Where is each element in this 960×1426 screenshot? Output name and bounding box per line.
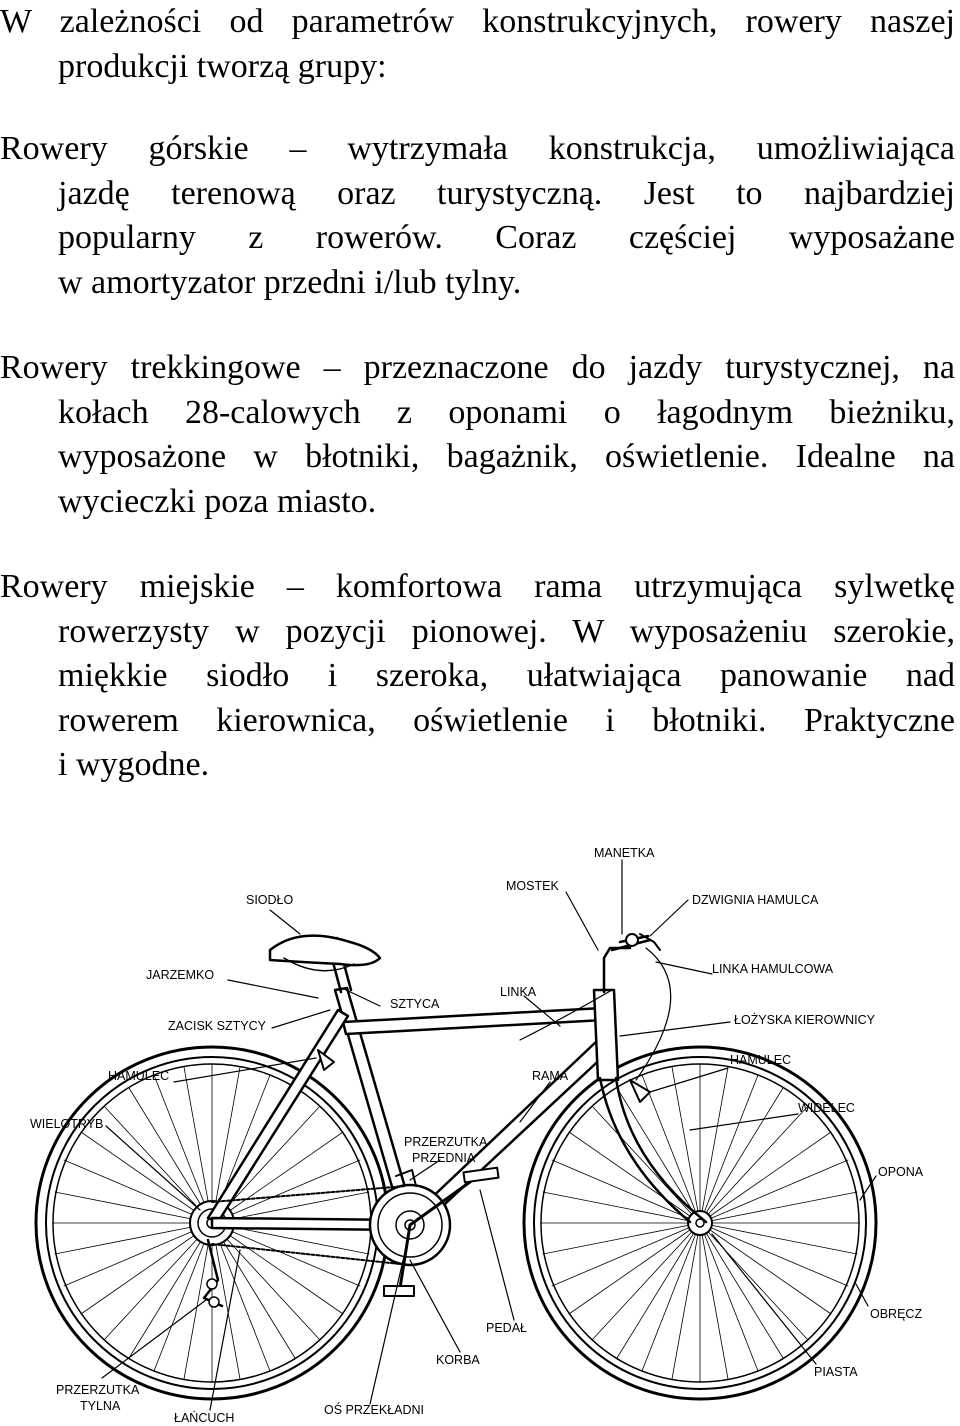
label-przerzutka-tylna-2: TYLNA bbox=[80, 1399, 121, 1413]
label-wielotryb: WIELOTRYB bbox=[30, 1117, 104, 1131]
front-brake bbox=[630, 1080, 650, 1102]
label-pedal: PEDAŁ bbox=[486, 1321, 527, 1335]
label-manetka: MANETKA bbox=[594, 846, 655, 860]
front-wheel bbox=[524, 1047, 876, 1399]
text-line: Rowery górskie – wytrzymała konstrukcja, umożliwiająca bbox=[0, 130, 955, 167]
label-piasta: PIASTA bbox=[814, 1365, 858, 1379]
pedal-left bbox=[384, 1286, 414, 1296]
label-opona: OPONA bbox=[878, 1165, 924, 1179]
label-przerzutka-przednia-2: PRZEDNIA bbox=[412, 1151, 476, 1165]
text-line: rowerzysty w pozycji pionowej. W wyposażeniu szerokie, bbox=[58, 612, 955, 650]
mountain-bikes-paragraph bbox=[0, 127, 955, 305]
text-line: w amortyzator przedni i/lub tylny. bbox=[58, 263, 522, 301]
text-line: popularny z rowerów. Coraz częściej wyposażane bbox=[58, 219, 955, 256]
text-line: Rowery trekkingowe – przeznaczone do jazdy turystycznej, na bbox=[0, 349, 955, 386]
label-os-przekladni: OŚ PRZEKŁADNI bbox=[324, 1403, 425, 1417]
stem bbox=[604, 948, 630, 992]
label-sztyca: SZTYCA bbox=[390, 997, 440, 1011]
intro-paragraph bbox=[0, 0, 955, 89]
text-line: jazdę terenową oraz turystyczną. Jest to najbardziej bbox=[58, 174, 955, 212]
text-line: kołach 28-calowych z oponami o łagodnym bieżniku, bbox=[58, 393, 955, 431]
text-line: produkcji tworzą grupy: bbox=[58, 47, 387, 85]
text-line: miękkie siodło i szeroka, ułatwiająca panowanie nad bbox=[58, 657, 955, 694]
bicycle-diagram bbox=[0, 830, 960, 1426]
diagram-labels bbox=[30, 846, 924, 1425]
label-przerzutka-przednia-1: PRZERZUTKA bbox=[404, 1135, 488, 1149]
label-lozyska-kierownicy: ŁOŻYSKA KIEROWNICY bbox=[734, 1013, 876, 1027]
text-line: wyposażone w błotniki, bagażnik, oświetlenie. Idealne na bbox=[58, 438, 955, 475]
fork bbox=[600, 1078, 706, 1222]
label-linka: LINKA bbox=[500, 985, 537, 999]
trekking-bikes-paragraph bbox=[0, 346, 955, 524]
city-bikes-paragraph bbox=[0, 565, 955, 788]
label-rama: RAMA bbox=[532, 1069, 569, 1083]
label-korba: KORBA bbox=[436, 1353, 480, 1367]
label-przerzutka-tylna-1: PRZERZUTKA bbox=[56, 1383, 140, 1397]
text-line: W zależności od parametrów konstrukcyjnych, rowery naszej bbox=[0, 3, 955, 40]
label-hamulec-przedni: HAMULEC bbox=[730, 1053, 792, 1067]
label-zacisk-sztycy: ZACISK SZTYCY bbox=[168, 1019, 266, 1033]
text-line: Rowery miejskie – komfortowa rama utrzymująca sylwetkę bbox=[0, 568, 955, 605]
label-hamulec-tylny: HAMULEC bbox=[108, 1069, 170, 1083]
rear-derailleur bbox=[204, 1240, 222, 1306]
text-line: wycieczki poza miasto. bbox=[58, 482, 377, 520]
text-line: i wygodne. bbox=[58, 746, 210, 783]
label-linka-hamulcowa: LINKA HAMULCOWA bbox=[712, 962, 834, 976]
label-dzwignia-hamulca: DZWIGNIA HAMULCA bbox=[692, 893, 819, 907]
label-widelec: WIDELEC bbox=[798, 1101, 855, 1115]
label-jarzemko: JARZEMKO bbox=[146, 968, 215, 982]
label-obrecz: OBRĘCZ bbox=[870, 1307, 923, 1321]
label-lancuch: ŁAŃCUCH bbox=[174, 1411, 235, 1425]
label-mostek: MOSTEK bbox=[506, 879, 559, 893]
saddle bbox=[270, 936, 380, 966]
text-line: rowerem kierownica, oświetlenie i błotniki. Praktyczne bbox=[58, 701, 955, 739]
label-siodlo: SIODŁO bbox=[246, 893, 294, 907]
